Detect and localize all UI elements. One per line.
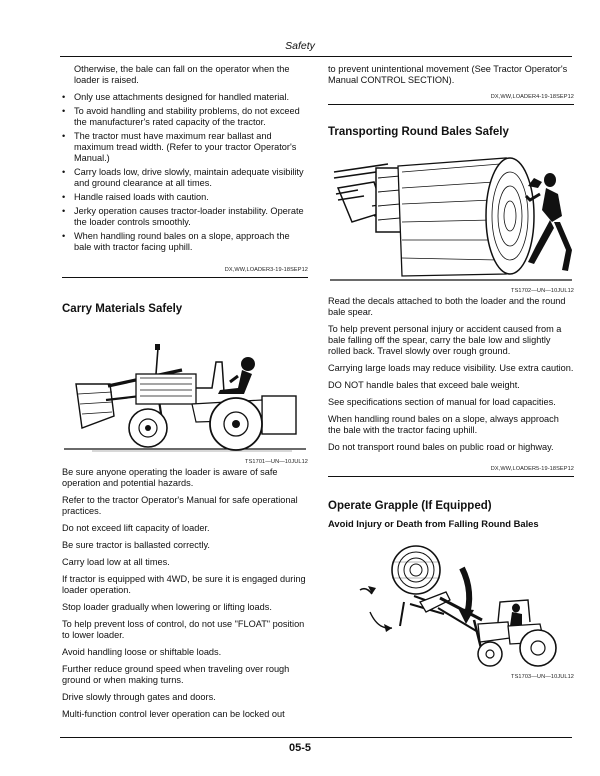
transport-paragraph: Carrying large loads may reduce visibility. Use extra caution. [328,363,574,373]
page-number: 05-5 [288,742,312,754]
transport-paragraph: When handling round bales on a slope, always approach the bale with the tractor facing uphill. [328,414,559,435]
transport-paragraph: DO NOT handle bales that exceed bale weight. [328,380,520,390]
footer-rule [60,737,572,738]
bullet-item: • Carry loads low, drive slowly, maintain adequate visibility and ground clearance at all times. [62,167,308,189]
transport-paragraph: See specifications section of manual for load capacities. [328,397,556,407]
bullet-item: • The tractor must have maximum rear ballast and maximum tread width. (Refer to your tractor Operator's Manual.) [62,131,308,164]
carry-paragraph: Drive slowly through gates and doors. [62,692,216,702]
carry-paragraph: Be sure tractor is ballasted correctly. [62,540,210,550]
figure-tractor-loader [62,330,308,456]
transport-instructions [328,296,574,453]
grapple-section-subtitle: Avoid Injury or Death from Falling Round Bales [328,518,539,529]
right-ref-code-2: DX,WW,LOADER5-19-18SEP12 [490,466,574,472]
carry-paragraph: Stop loader gradually when lowering or lifting loads. [62,602,272,612]
bullet-item: • Handle raised loads with caution. [62,192,308,203]
left-column [62,64,308,256]
right-intro-text: to prevent unintentional movement (See Tractor Operator's Manual CONTROL SECTION). [328,64,568,85]
carry-paragraph: If tractor is equipped with 4WD, be sure it is engaged during loader operation. [62,574,306,595]
figure-round-bale-spear [328,150,574,286]
carry-paragraph: Further reduce ground speed when traveling over rough ground or when making turns. [62,664,290,685]
section-rule [328,104,574,105]
bullet-item: • When handling round bales on a slope, approach the bale with tractor facing uphill. [62,231,308,253]
transport-paragraph: To help prevent personal injury or accident caused from a bale falling off the spear, carry the bale low and slightly rolled back. Travel slowly over rough ground. [328,324,562,356]
bullet-item: • Jerky operation causes tractor-loader instability. Operate the loader controls smoothly. [62,206,308,228]
carry-section-title: Carry Materials Safely [62,303,183,315]
bullet-item: • Only use attachments designed for handled material. [62,92,308,103]
carry-paragraph: Do not exceed lift capacity of loader. [62,523,210,533]
figure1-caption: TS1701—UN—10JUL12 [245,459,308,465]
carry-paragraph: To help prevent loss of control, do not use "FLOAT" position to lower loader. [62,619,305,640]
carry-paragraph: Carry load low at all times. [62,557,170,567]
figure2-caption: TS1702—UN—10JUL12 [511,288,574,294]
transport-section-title: Transporting Round Bales Safely [328,126,509,138]
safety-bullet-list [62,92,308,253]
carry-paragraph: Be sure anyone operating the loader is aware of safe operation and potential hazards. [62,467,278,488]
header-rule [60,56,572,57]
section-rule [328,476,574,477]
bullet-item: • To avoid handling and stability problems, do not exceed the manufacturer's rated capacity of the tractor. [62,106,308,128]
carry-paragraph: Refer to the tractor Operator's Manual for safe operational practices. [62,495,298,516]
figure3-caption: TS1703—UN—10JUL12 [511,674,574,680]
left-ref-code-1: DX,WW,LOADER3-19-18SEP12 [224,267,308,273]
transport-paragraph: Read the decals attached to both the loader and the round bale spear. [328,296,566,317]
carry-instructions [62,467,308,726]
right-intro [328,64,574,92]
left-intro-text: Otherwise, the bale can fall on the operator when the loader is raised. [74,64,290,85]
carry-paragraph: Avoid handling loose or shiftable loads. [62,647,222,657]
grapple-section-title: Operate Grapple (If Equipped) [328,500,492,512]
section-header: Safety [285,40,315,52]
transport-paragraph: Do not transport round bales on public road or highway. [328,442,554,452]
carry-paragraph: Multi-function control lever operation can be locked out [62,709,285,719]
figure-grapple-falling-bale [350,542,574,670]
right-ref-code-1: DX,WW,LOADER4-19-18SEP12 [490,94,574,100]
section-rule [62,277,308,278]
